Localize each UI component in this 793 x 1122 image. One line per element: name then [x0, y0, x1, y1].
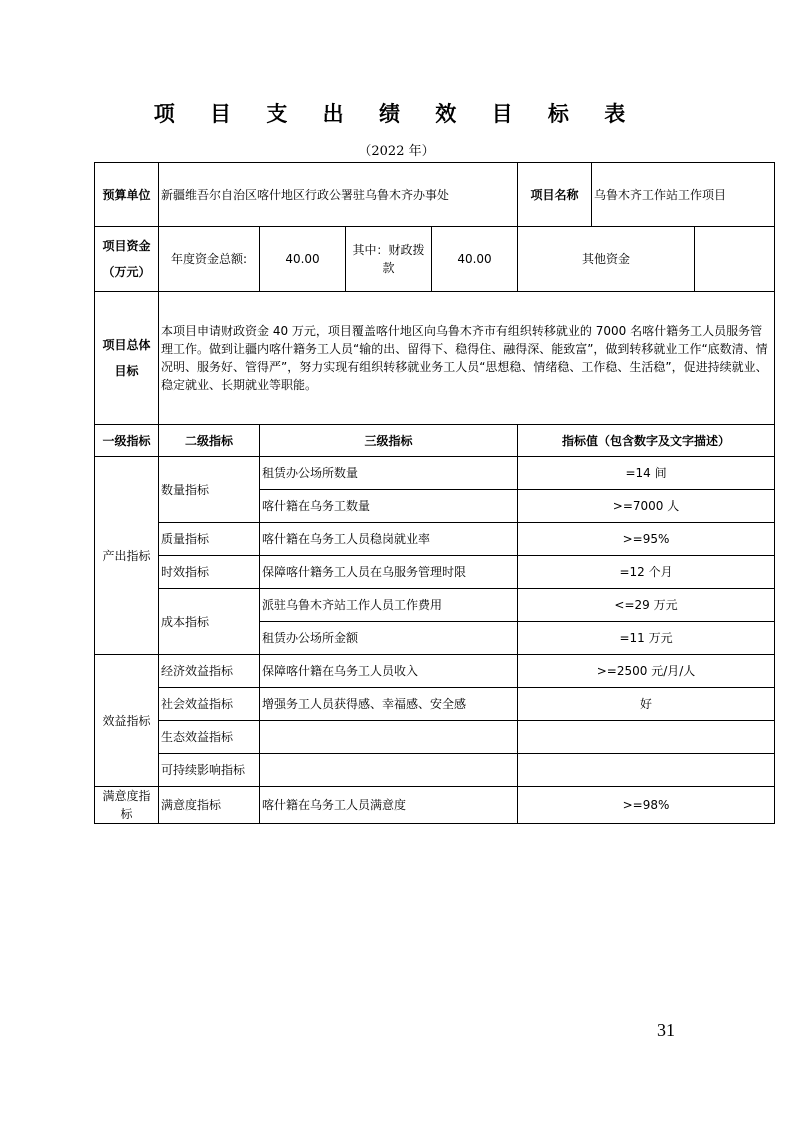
table-row: [95, 754, 775, 787]
cost-indicator-label: 成本指标: [159, 589, 260, 655]
other-funds-value: [695, 227, 775, 292]
indicator-name: 喀什籍在乌务工人员稳岗就业率: [260, 523, 518, 556]
indicator-name: 派驻乌鲁木齐站工作人员工作费用: [260, 589, 518, 622]
page-number: 31: [657, 1020, 675, 1040]
indicator-name: [260, 754, 518, 787]
column-level3: 三级指标: [260, 425, 518, 457]
satisfaction-indicator-label: 满意度指标: [95, 787, 159, 824]
indicator-name: [260, 721, 518, 754]
project-funds-label: 项目资金（万元）: [95, 227, 159, 292]
indicator-name: 增强务工人员获得感、幸福感、安全感: [260, 688, 518, 721]
indicator-value: >=2500 元/月/人: [518, 655, 775, 688]
indicator-value: [518, 721, 775, 754]
budget-unit-row: [95, 163, 775, 227]
ecological-indicator-label: 生态效益指标: [159, 721, 260, 754]
indicator-value: =14 间: [518, 457, 775, 490]
budget-unit-label: 预算单位: [95, 163, 159, 227]
indicator-name: 喀什籍在乌务工数量: [260, 490, 518, 523]
annual-total-label: 年度资金总额:: [159, 227, 260, 292]
overall-goal-row: [95, 292, 775, 425]
project-name-value: 乌鲁木齐工作站工作项目: [592, 163, 775, 227]
column-level2: 二级指标: [159, 425, 260, 457]
social-indicator-label: 社会效益指标: [159, 688, 260, 721]
indicator-name: 喀什籍在乌务工人员满意度: [260, 787, 518, 824]
fiscal-allocation-value: 40.00: [432, 227, 518, 292]
table-row: [95, 655, 775, 688]
indicator-value: >=98%: [518, 787, 775, 824]
output-indicator-label: 产出指标: [95, 457, 159, 655]
fiscal-allocation-label: 其中：财政拨款: [346, 227, 432, 292]
table-row: [95, 589, 775, 622]
indicator-name: 租赁办公场所数量: [260, 457, 518, 490]
economic-indicator-label: 经济效益指标: [159, 655, 260, 688]
year-label: （2022 年）: [358, 144, 435, 159]
quantity-indicator-label: 数量指标: [159, 457, 260, 523]
overall-goal-label: 项目总体目标: [95, 292, 159, 425]
indicator-value: >=7000 人: [518, 490, 775, 523]
other-funds-label: 其他资金: [518, 227, 695, 292]
table-row: [95, 688, 775, 721]
table-row: [95, 457, 775, 490]
table-row: [95, 523, 775, 556]
indicator-value: =11 万元: [518, 622, 775, 655]
table-row: [95, 721, 775, 754]
sustainable-indicator-label: 可持续影响指标: [159, 754, 260, 787]
satisfaction-level2-label: 满意度指标: [159, 787, 260, 824]
performance-target-table: [94, 162, 775, 824]
project-funds-row: [95, 227, 775, 292]
timeliness-indicator-label: 时效指标: [159, 556, 260, 589]
budget-unit-value: 新疆维吾尔自治区喀什地区行政公署驻乌鲁木齐办事处: [159, 163, 518, 227]
indicator-name: 保障喀什籍在乌务工人员收入: [260, 655, 518, 688]
column-level1: 一级指标: [95, 425, 159, 457]
column-value: 指标值（包含数字及文字描述）: [518, 425, 775, 457]
indicator-value: 好: [518, 688, 775, 721]
page-title: 项 目 支 出 绩 效 目 标 表: [153, 102, 640, 126]
project-name-label: 项目名称: [518, 163, 592, 227]
table-row: [95, 787, 775, 824]
table-row: [95, 556, 775, 589]
indicator-value: [518, 754, 775, 787]
annual-total-value: 40.00: [260, 227, 346, 292]
indicator-name: 租赁办公场所金额: [260, 622, 518, 655]
indicator-value: <=29 万元: [518, 589, 775, 622]
overall-goal-text: 本项目申请财政资金 40 万元，项目覆盖喀什地区向乌鲁木齐市有组织转移就业的 7000 名喀什籍务工人员服务管理工作。做到让疆内喀什籍务工人员“输的出、留得下、稳得住、融得深、能致富”，做到转移就业工作“底数清、情况明、服务好、管得严”，努力实现有组织转移就业务工人员“思想稳、情绪稳、工作稳、生活稳”，促进持续就业、稳定就业、长期就业等职能。: [159, 292, 775, 425]
quality-indicator-label: 质量指标: [159, 523, 260, 556]
indicator-header-row: [95, 425, 775, 457]
benefit-indicator-label: 效益指标: [95, 655, 159, 787]
indicator-value: >=95%: [518, 523, 775, 556]
indicator-value: =12 个月: [518, 556, 775, 589]
indicator-name: 保障喀什籍务工人员在乌服务管理时限: [260, 556, 518, 589]
